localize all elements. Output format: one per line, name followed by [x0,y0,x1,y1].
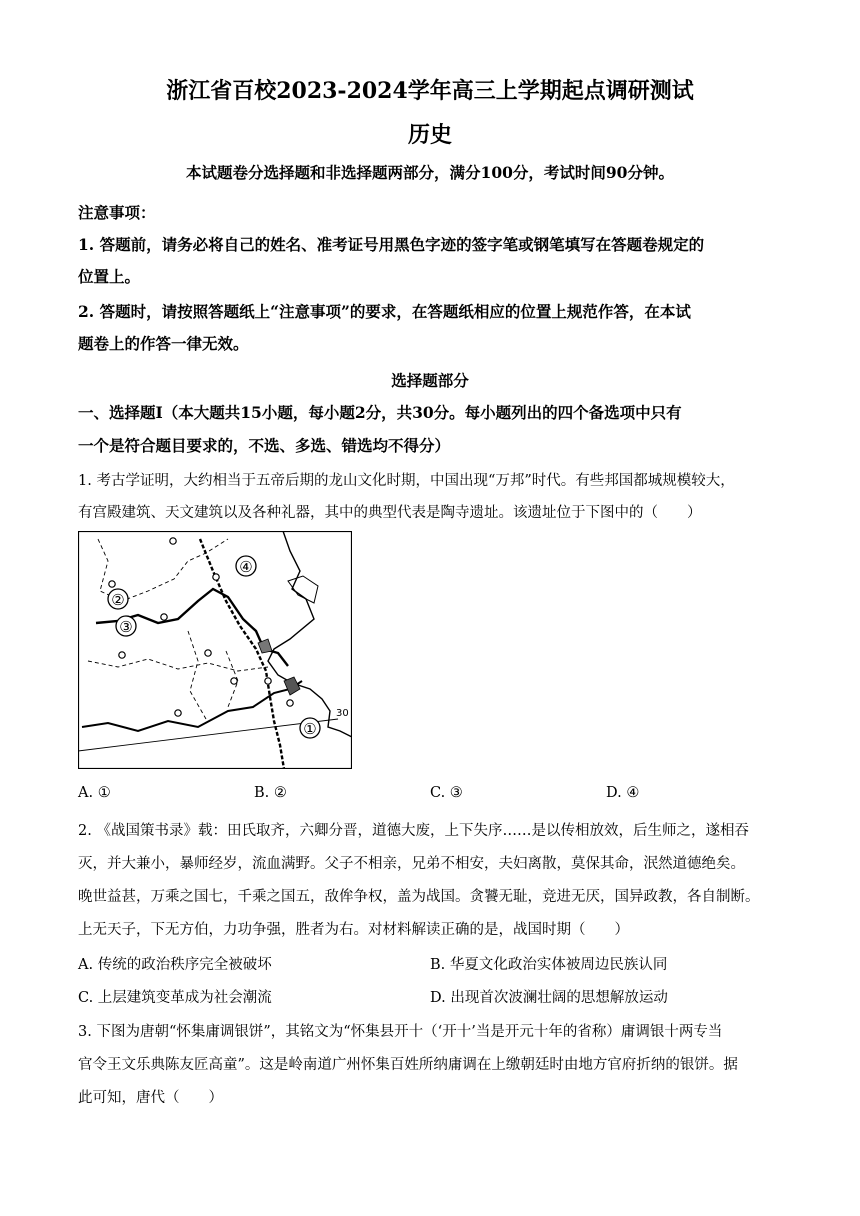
q2-option-c[interactable]: C. 上层建筑变革成为社会潮流 [78,990,272,1006]
note-1-line-1: 1. 答题前，请务必将自己的姓名、准考证号用黑色字迹的签字笔或钢笔填写在答题卷规定的 [78,235,705,254]
q1-option-c[interactable]: C. ③ [430,785,463,801]
q2-option-b[interactable]: B. 华夏文化政治实体被周边民族认同 [430,957,668,973]
q2-option-d[interactable]: D. 出现首次波澜壮阔的思想解放运动 [430,990,668,1006]
map-city-dot [213,574,219,580]
q1-option-b[interactable]: B. ② [254,785,287,801]
note-1-line-2: 位置上。 [78,267,141,286]
map-city-dot [175,710,181,716]
question-1-map [78,531,352,769]
question-2-line-3: 晚世益甚，万乘之国七，千乘之国五，敌侔争权，盖为战国。贪饕无耻，竞进无厌，国异政教，各自制断。 [78,889,760,905]
page-title: 浙江省百校2023-2024学年高三上学期起点调研测试 [166,78,694,104]
map-city-dot [170,538,176,544]
notes-heading: 注意事项： [78,203,156,222]
question-1-line-2: 有宫殿建筑、天文建筑以及各种礼器，其中的典型代表是陶寺遗址。该遗址位于下图中的（ ） [78,505,702,521]
map-city-dot [161,614,167,620]
q1-option-d[interactable]: D. ④ [606,785,640,801]
part-instructions-line-1: 一、选择题Ⅰ（本大题共15小题，每小题2分，共30分。每小题列出的四个备选项中只有 [78,403,682,422]
question-3-line-3: 此可知，唐代（ ） [78,1090,223,1106]
map-city-dot [265,678,271,684]
map-city-dot [109,581,115,587]
map-marker-2: ② [111,591,125,609]
map-city-dot [287,700,293,706]
question-2-line-2: 灭，并大兼小，暴师经岁，流血满野。父子不相亲，兄弟不相安，夫妇离散，莫保其命，泯然道德绝矣。 [78,856,745,872]
map-marker-4: ④ [239,558,253,576]
question-2-line-1: 2. 《战国策书录》载：田氏取齐，六卿分晋，道德大废，上下失序……是以传相放效，后生师之，遂相吞 [78,823,749,839]
map-city-dot [205,650,211,656]
exam-intro: 本试题卷分选择题和非选择题两部分，满分100分，考试时间90分钟。 [186,163,674,182]
note-2-line-2: 题卷上的作答一律无效。 [78,334,249,353]
question-2-line-4: 上无天子，下无方伯，力功争强，胜者为右。对材料解读正确的是，战国时期（ ） [78,922,629,938]
part-instructions-line-2: 一个是符合题目要求的，不选、多选、错选均不得分） [78,436,451,455]
map-city-dot [231,678,237,684]
q1-option-a[interactable]: A. ① [78,785,111,801]
q2-option-a[interactable]: A. 传统的政治秩序完全被破坏 [78,957,272,973]
map-marker-3: ③ [119,618,133,636]
subject-title: 历史 [407,122,452,148]
section-title: 选择题部分 [391,371,469,390]
map-marker-1: ① [303,720,317,738]
note-2-line-1: 2. 答题时，请按照答题纸上“注意事项”的要求，在答题纸相应的位置上规范作答，在本试 [78,302,691,321]
question-3-line-2: 官令王文乐典陈友匠高童”。这是岭南道广州怀集百姓所纳庸调在上缴朝廷时由地方官府折纳的银饼。据 [78,1057,738,1073]
question-3-line-1: 3. 下图为唐朝“怀集庸调银饼”，其铭文为“怀集县开十（‘开十’当是开元十年的省称）庸调银十两专当 [78,1024,723,1040]
map-city-dot [119,652,125,658]
question-1-line-1: 1. 考古学证明，大约相当于五帝后期的龙山文化时期，中国出现“万邦”时代。有些邦国都城规模较大， [78,473,735,489]
map-latitude-label: 30 [336,708,349,719]
